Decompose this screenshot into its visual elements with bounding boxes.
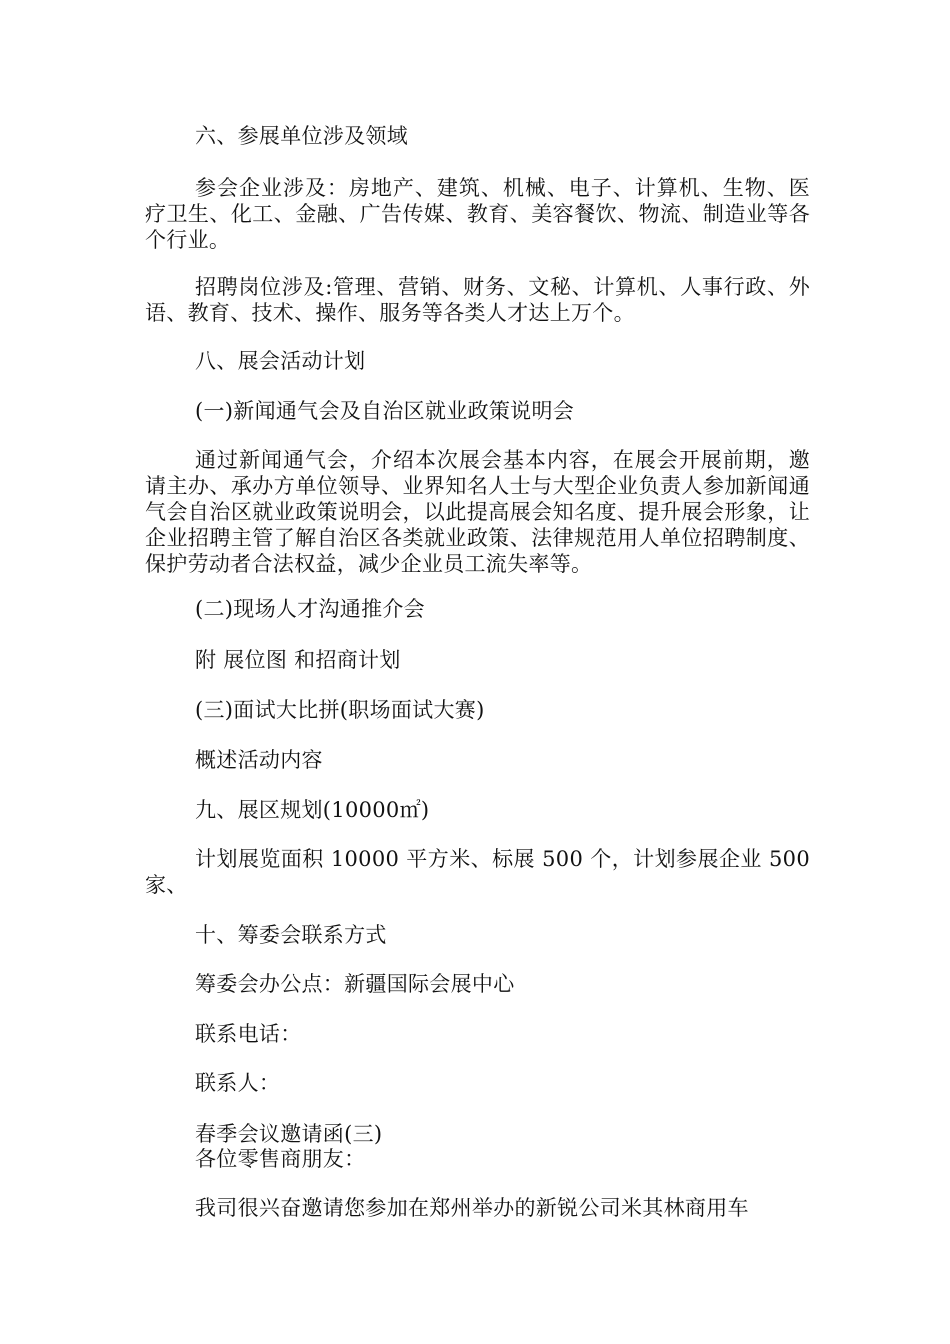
heading-activity-plan: 八、展会活动计划 [195,349,366,373]
heading-contact: 十、筹委会联系方式 [195,923,387,947]
paragraph-industries: 参会企业涉及：房地产、建筑、机械、电子、计算机、生物、医疗卫生、化工、金融、广告传媒、教育、美容餐饮、物流、制造业等各个行业。 [145,176,810,252]
contact-phone: 联系电话： [195,1022,302,1046]
heading-invitation-letter: 春季会议邀请函(三) [195,1122,383,1146]
contact-office: 筹委会办公点：新疆国际会展中心 [195,972,515,996]
note-booth-map: 附 展位图 和招商计划 [195,648,401,672]
paragraph-positions: 招聘岗位涉及:管理、营销、财务、文秘、计算机、人事行政、外语、教育、技术、操作、服务等各类人才达上万个。 [145,275,810,325]
contact-person: 联系人： [195,1071,281,1095]
note-activity-summary: 概述活动内容 [195,748,323,772]
paragraph-area-plan: 计划展览面积 10000 平方米、标展 500 个，计划参展企业 500 家、 [145,847,810,897]
heading-exhibition-area: 九、展区规划(10000㎡) [195,798,430,822]
salutation: 各位零售商朋友： [195,1147,366,1171]
paragraph-press-conference: 通过新闻通气会，介绍本次展会基本内容，在展会开展前期，邀请主办、承办方单位领导、业界知名人士与大型企业负责人参加新闻通气会自治区就业政策说明会，以此提高展会知名度、提升展会形象，让企业招聘主管了解自治区各类就业政策、法律规范用人单位招聘制度、保护劳动者合法权益，减少企业员工流失率等。 [145,448,810,576]
subheading-press-conference: (一)新闻通气会及自治区就业政策说明会 [195,399,575,423]
heading-exhibitor-fields: 六、参展单位涉及领域 [195,124,408,148]
subheading-talent-meeting: (二)现场人才沟通推介会 [195,597,425,621]
subheading-interview-contest: (三)面试大比拼(职场面试大赛) [195,698,485,722]
paragraph-invitation: 我司很兴奋邀请您参加在郑州举办的新锐公司米其林商用车 [195,1196,749,1220]
